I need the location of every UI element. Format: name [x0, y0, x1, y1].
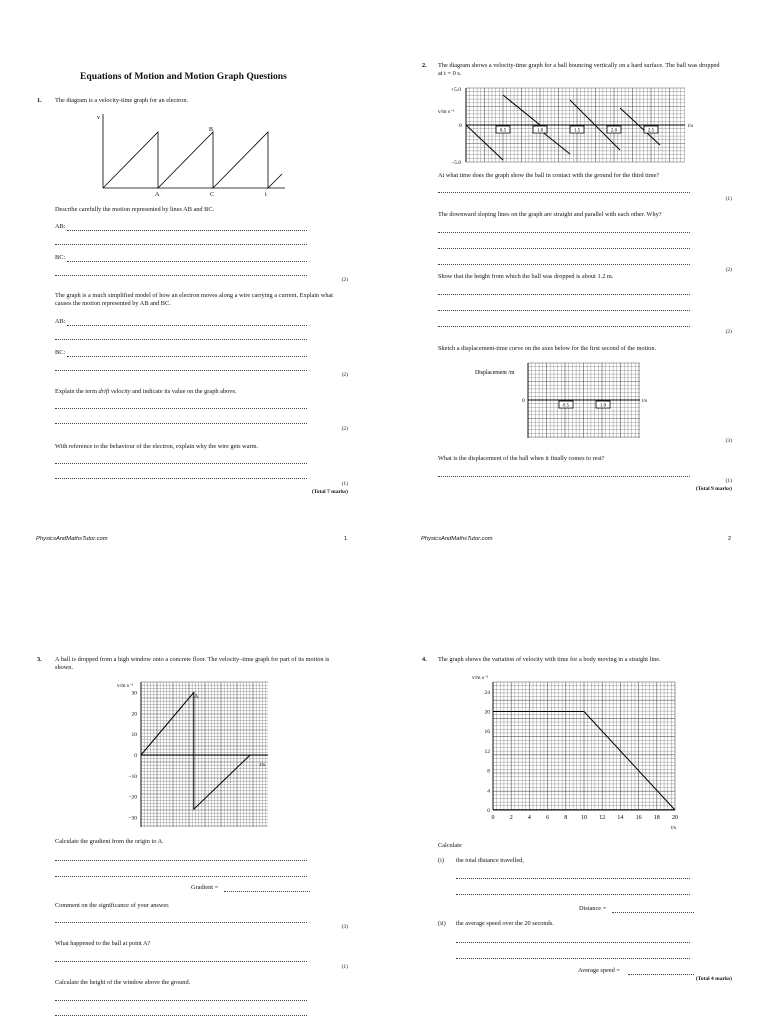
page-title: Equations of Motion and Motion Graph Questions: [80, 71, 287, 82]
q1-drift-pre: Explain the term: [55, 388, 99, 395]
x-tick-label: 10: [581, 815, 587, 821]
question-number-2: 2.: [422, 62, 427, 69]
q4-part-ii-label: (ii): [438, 920, 446, 927]
y-tick-label: 8: [487, 768, 490, 775]
q2-y-axis-label: v/m s⁻¹: [438, 109, 455, 115]
y-tick-label: −20: [128, 794, 137, 801]
y-tick-label: −10: [128, 773, 137, 780]
time-box-label: 0.5: [499, 128, 507, 134]
x-tick-label: 20: [672, 815, 678, 821]
footer-site: PhysicsAndMathsTutor.com: [421, 536, 493, 542]
time-box-label: 2.0: [610, 128, 618, 134]
q2-y-zero-label: 0: [459, 123, 462, 129]
q2-displacement-zero: 0: [522, 398, 525, 404]
marks-label: (1): [341, 481, 348, 487]
total-marks: (Total 9 marks): [695, 486, 732, 492]
answer-line[interactable]: [456, 894, 690, 895]
q1-drift-term: drift velocity: [98, 388, 131, 395]
marks-label: (2): [341, 277, 348, 283]
answer-line[interactable]: [456, 958, 690, 959]
question-number-3: 3.: [37, 656, 42, 663]
time-box-label: 0.5: [562, 403, 570, 409]
q1-bc-prefix: BC:: [55, 254, 66, 261]
footer-page-number: 1: [344, 536, 348, 542]
q1-v-axis-label: v: [97, 115, 100, 121]
y-tick-label: 24: [484, 689, 490, 696]
q2-displacement-x-label: t/s: [642, 398, 648, 404]
x-tick-label: 12: [599, 815, 606, 821]
x-tick-label: 4: [527, 815, 531, 821]
q1-drift-post: and indicate its value on the graph above.: [130, 388, 237, 395]
y-tick-label: 20: [484, 709, 490, 716]
q1-point-a: A: [155, 192, 160, 198]
q2-height-question: Show that the height from which the ball was dropped is about 1.2 m.: [438, 273, 614, 280]
y-tick-label: 12: [484, 748, 490, 755]
total-marks: (Total 4 marks): [695, 976, 732, 982]
marks-label: (2): [341, 426, 348, 432]
y-tick-label: 10: [131, 732, 137, 739]
marks-label: (2): [341, 372, 348, 378]
time-box-label: 1.0: [536, 128, 544, 134]
q1-point-c: C: [210, 192, 215, 198]
answer-line[interactable]: [456, 878, 690, 879]
y-tick-label: 4: [487, 788, 490, 795]
q4-x-axis-label: t/s: [671, 825, 677, 831]
marks-label: (1): [725, 196, 732, 202]
q4-speed-label: Average speed =: [578, 967, 620, 974]
time-box-label: 2.5: [647, 128, 655, 134]
q2-intro: The diagram shows a velocity-time graph for a ball bouncing vertically on a hard surface. The ball was dropped at t = 0 s.: [438, 62, 720, 77]
x-tick-label: 0: [491, 815, 495, 821]
marks-label: (3): [725, 438, 732, 444]
q3-point-a-label: A: [194, 694, 199, 700]
question-number-1: 1.: [37, 97, 42, 104]
footer-site: PhysicsAndMathsTutor.com: [36, 536, 108, 542]
y-tick-label: 16: [484, 729, 490, 736]
q4-y-axis-label: v/m s⁻¹: [472, 675, 489, 681]
q2-parallel-question: The downward sloping lines on the graph are straight and parallel with each other. Why?: [438, 211, 662, 218]
q4-part-i-label: (i): [438, 857, 444, 864]
marks-label: (2): [725, 329, 732, 335]
q3-y-axis-label: v/m s⁻¹: [117, 683, 134, 689]
y-tick-label: 0: [134, 753, 137, 759]
q1-ab-prefix: AB:: [55, 223, 66, 230]
y-tick-label: 0: [487, 808, 490, 814]
q1-bc-prefix: BC:: [55, 349, 66, 356]
marks-label: (1): [341, 964, 348, 970]
x-tick-label: 8: [564, 815, 568, 821]
speed-answer-field[interactable]: [628, 974, 694, 975]
q3-x-axis-label: t/s: [260, 762, 266, 768]
q1-t-axis-label: t: [265, 192, 267, 198]
q2-y-bottom-label: −5.0: [451, 160, 461, 166]
y-tick-label: −30: [128, 815, 137, 822]
x-tick-label: 14: [617, 815, 624, 821]
q3-height-question: Calculate the height of the window above the ground.: [55, 979, 191, 986]
q1-intro: The diagram is a velocity-time graph for an electron.: [55, 97, 189, 104]
time-box-label: 1.5: [573, 128, 581, 134]
q4-part-i: the total distance travelled,: [456, 857, 524, 864]
q2-sketch-question: Sketch a displacement-time curve on the axes below for the first second of the motion.: [438, 345, 657, 352]
q4-part-ii: the average speed over the 20 seconds.: [456, 920, 554, 927]
footer-page-number: 2: [728, 536, 732, 542]
x-tick-label: 16: [635, 815, 642, 821]
q2-rest-question: What is the displacement of the ball when it finally comes to rest?: [438, 455, 605, 462]
q4-calculate: Calculate: [438, 842, 462, 849]
q2-contact-question: At what time does the graph show the ball in contact with the ground for the third time?: [438, 172, 660, 179]
q3-comment-question: Comment on the significance of your answer.: [55, 902, 170, 909]
q1-describe: Describe carefully the motion represented by lines AB and BC.: [55, 206, 215, 213]
total-marks: (Total 7 marks): [311, 489, 348, 495]
q3-point-a-question: What happened to the ball at point A?: [55, 940, 151, 947]
q4-distance-label: Distance =: [579, 905, 607, 912]
y-tick-label: 20: [131, 711, 137, 718]
q4-intro: The graph shows the variation of velocity with time for a body moving in a straight line.: [438, 656, 661, 663]
y-tick-label: 30: [131, 690, 137, 697]
x-tick-label: 2: [509, 815, 513, 821]
answer-line[interactable]: [456, 942, 690, 943]
q1-model-text: The graph is a much simplified model of how an electron moves along a wire carrying a current. Explain what causes the motion represented by AB and BC.: [55, 292, 334, 307]
q3-gradient-label: Gradient =: [191, 884, 219, 891]
q3-gradient-question: Calculate the gradient from the origin to A.: [55, 838, 164, 845]
marks-label: (3): [341, 924, 348, 930]
q1-ab-prefix: AB:: [55, 318, 66, 325]
q2-displacement-label: Displacement /m: [475, 370, 515, 376]
q2-x-axis-label: t/s: [688, 123, 694, 129]
time-box-label: 1.0: [599, 403, 607, 409]
marks-label: (2): [725, 267, 732, 273]
distance-answer-field[interactable]: [612, 912, 694, 913]
marks-label: (1): [725, 478, 732, 484]
q2-y-top-label: +5.0: [451, 87, 461, 93]
q3-intro: A ball is dropped from a high window onto a concrete floor. The velocity–time graph for part of its motion is shown.: [55, 656, 330, 671]
q1-point-b: B: [209, 127, 214, 133]
q1-warm-question: With reference to the behaviour of the electron, explain why the wire gets warm.: [55, 443, 259, 450]
question-number-4: 4.: [422, 656, 427, 663]
x-tick-label: 18: [653, 815, 660, 821]
x-tick-label: 6: [546, 815, 550, 821]
